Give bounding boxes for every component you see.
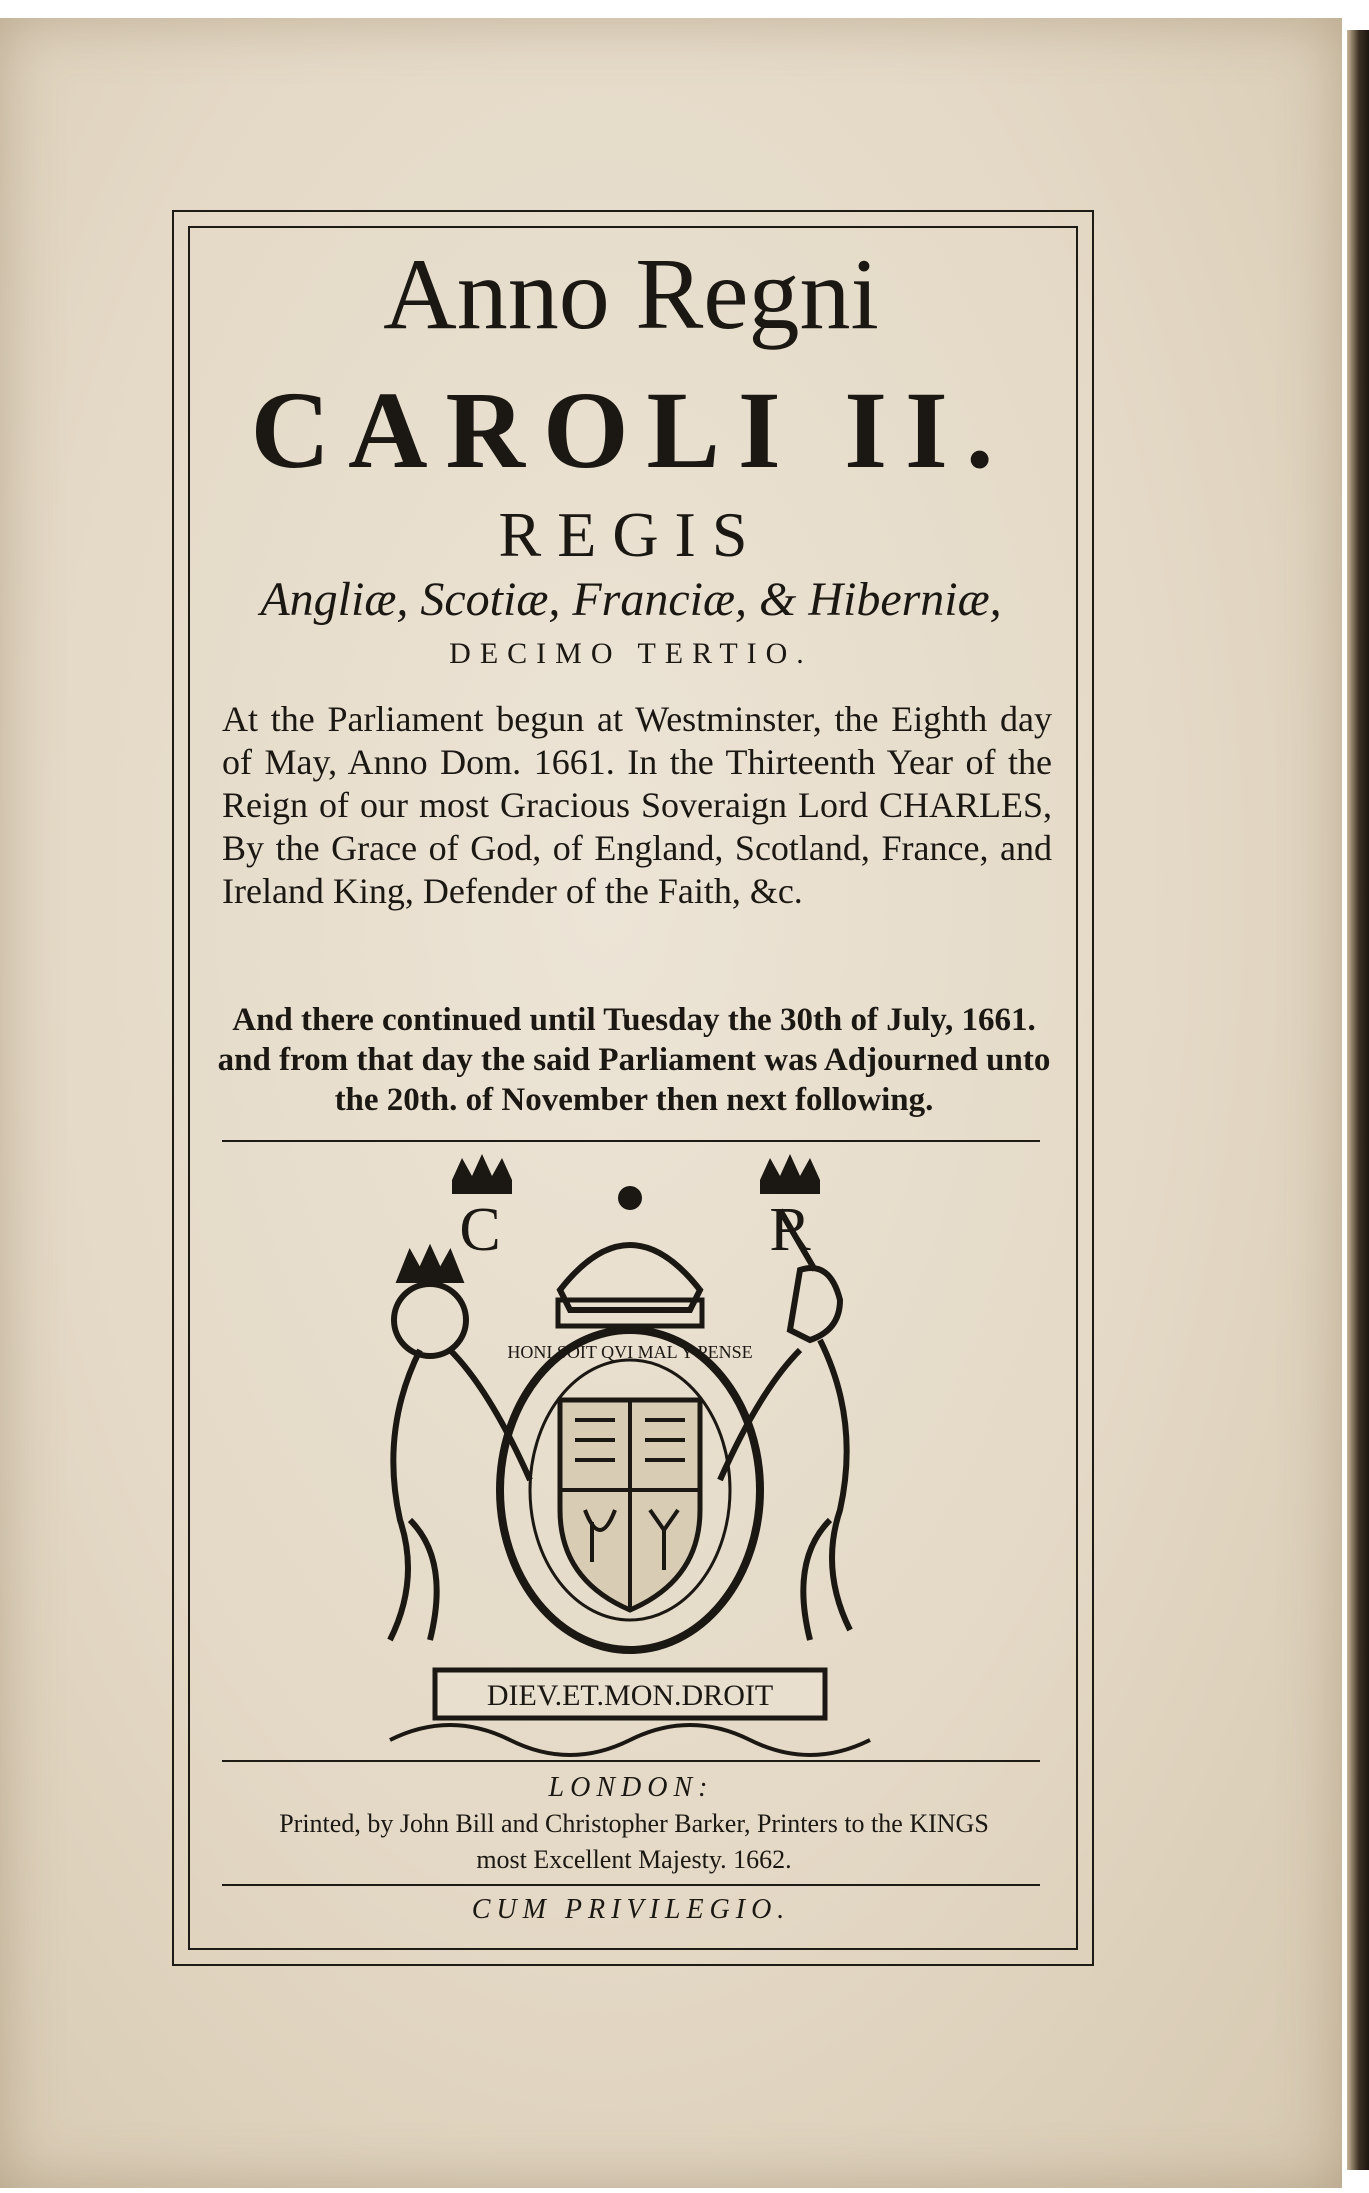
continuation-paragraph: And there continued until Tuesday the 30th of July, 1661. and from that day the said Parliament was Adjourned unto the 20th. of November then next following.: [217, 1002, 1051, 1118]
cum-privilegio: CUM PRIVILEGIO.: [471, 1894, 791, 1925]
divider-imprint: [222, 1884, 1040, 1886]
title-regis: REGIS: [498, 499, 764, 570]
title-caroli: CAROLI II.: [250, 369, 1012, 491]
cypher-c: C: [459, 1196, 501, 1264]
printer-line-2: most Excellent Majesty. 1662.: [476, 1845, 792, 1874]
royal-coat-of-arms: [360, 1150, 900, 1760]
printer-line-1: Printed, by John Bill and Christopher Barker, Printers to the KINGS: [279, 1809, 989, 1838]
divider-top: [222, 1140, 1040, 1142]
title-anno-regni: Anno Regni: [383, 238, 879, 351]
divider-bottom: [222, 1760, 1040, 1762]
motto-text: DIEV.ET.MON.DROIT: [486, 1679, 774, 1712]
imprint-place: LONDON:: [548, 1772, 714, 1803]
title-kingdoms: Angliæ, Scotiæ, Franciæ, & Hiberniæ,: [260, 573, 1002, 626]
page-edge: [1347, 30, 1369, 2170]
cypher-r: R: [769, 1196, 811, 1264]
garter-motto: HONI SOIT QVI MAL Y PENSE: [507, 1342, 753, 1362]
title-decimo-tertio: DECIMO TERTIO.: [449, 637, 813, 670]
parliament-paragraph: At the Parliament begun at Westminster, the Eighth day of May, Anno Dom. 1661. In the Thirteenth Year of the Reign of our most Gracious Soveraign Lord CHARLES, By the Grace of God, of England, Scotland, France, and Ireland King, Defender of the Faith, &c.: [222, 699, 1052, 911]
imprint-printer: [214, 1806, 1054, 1878]
